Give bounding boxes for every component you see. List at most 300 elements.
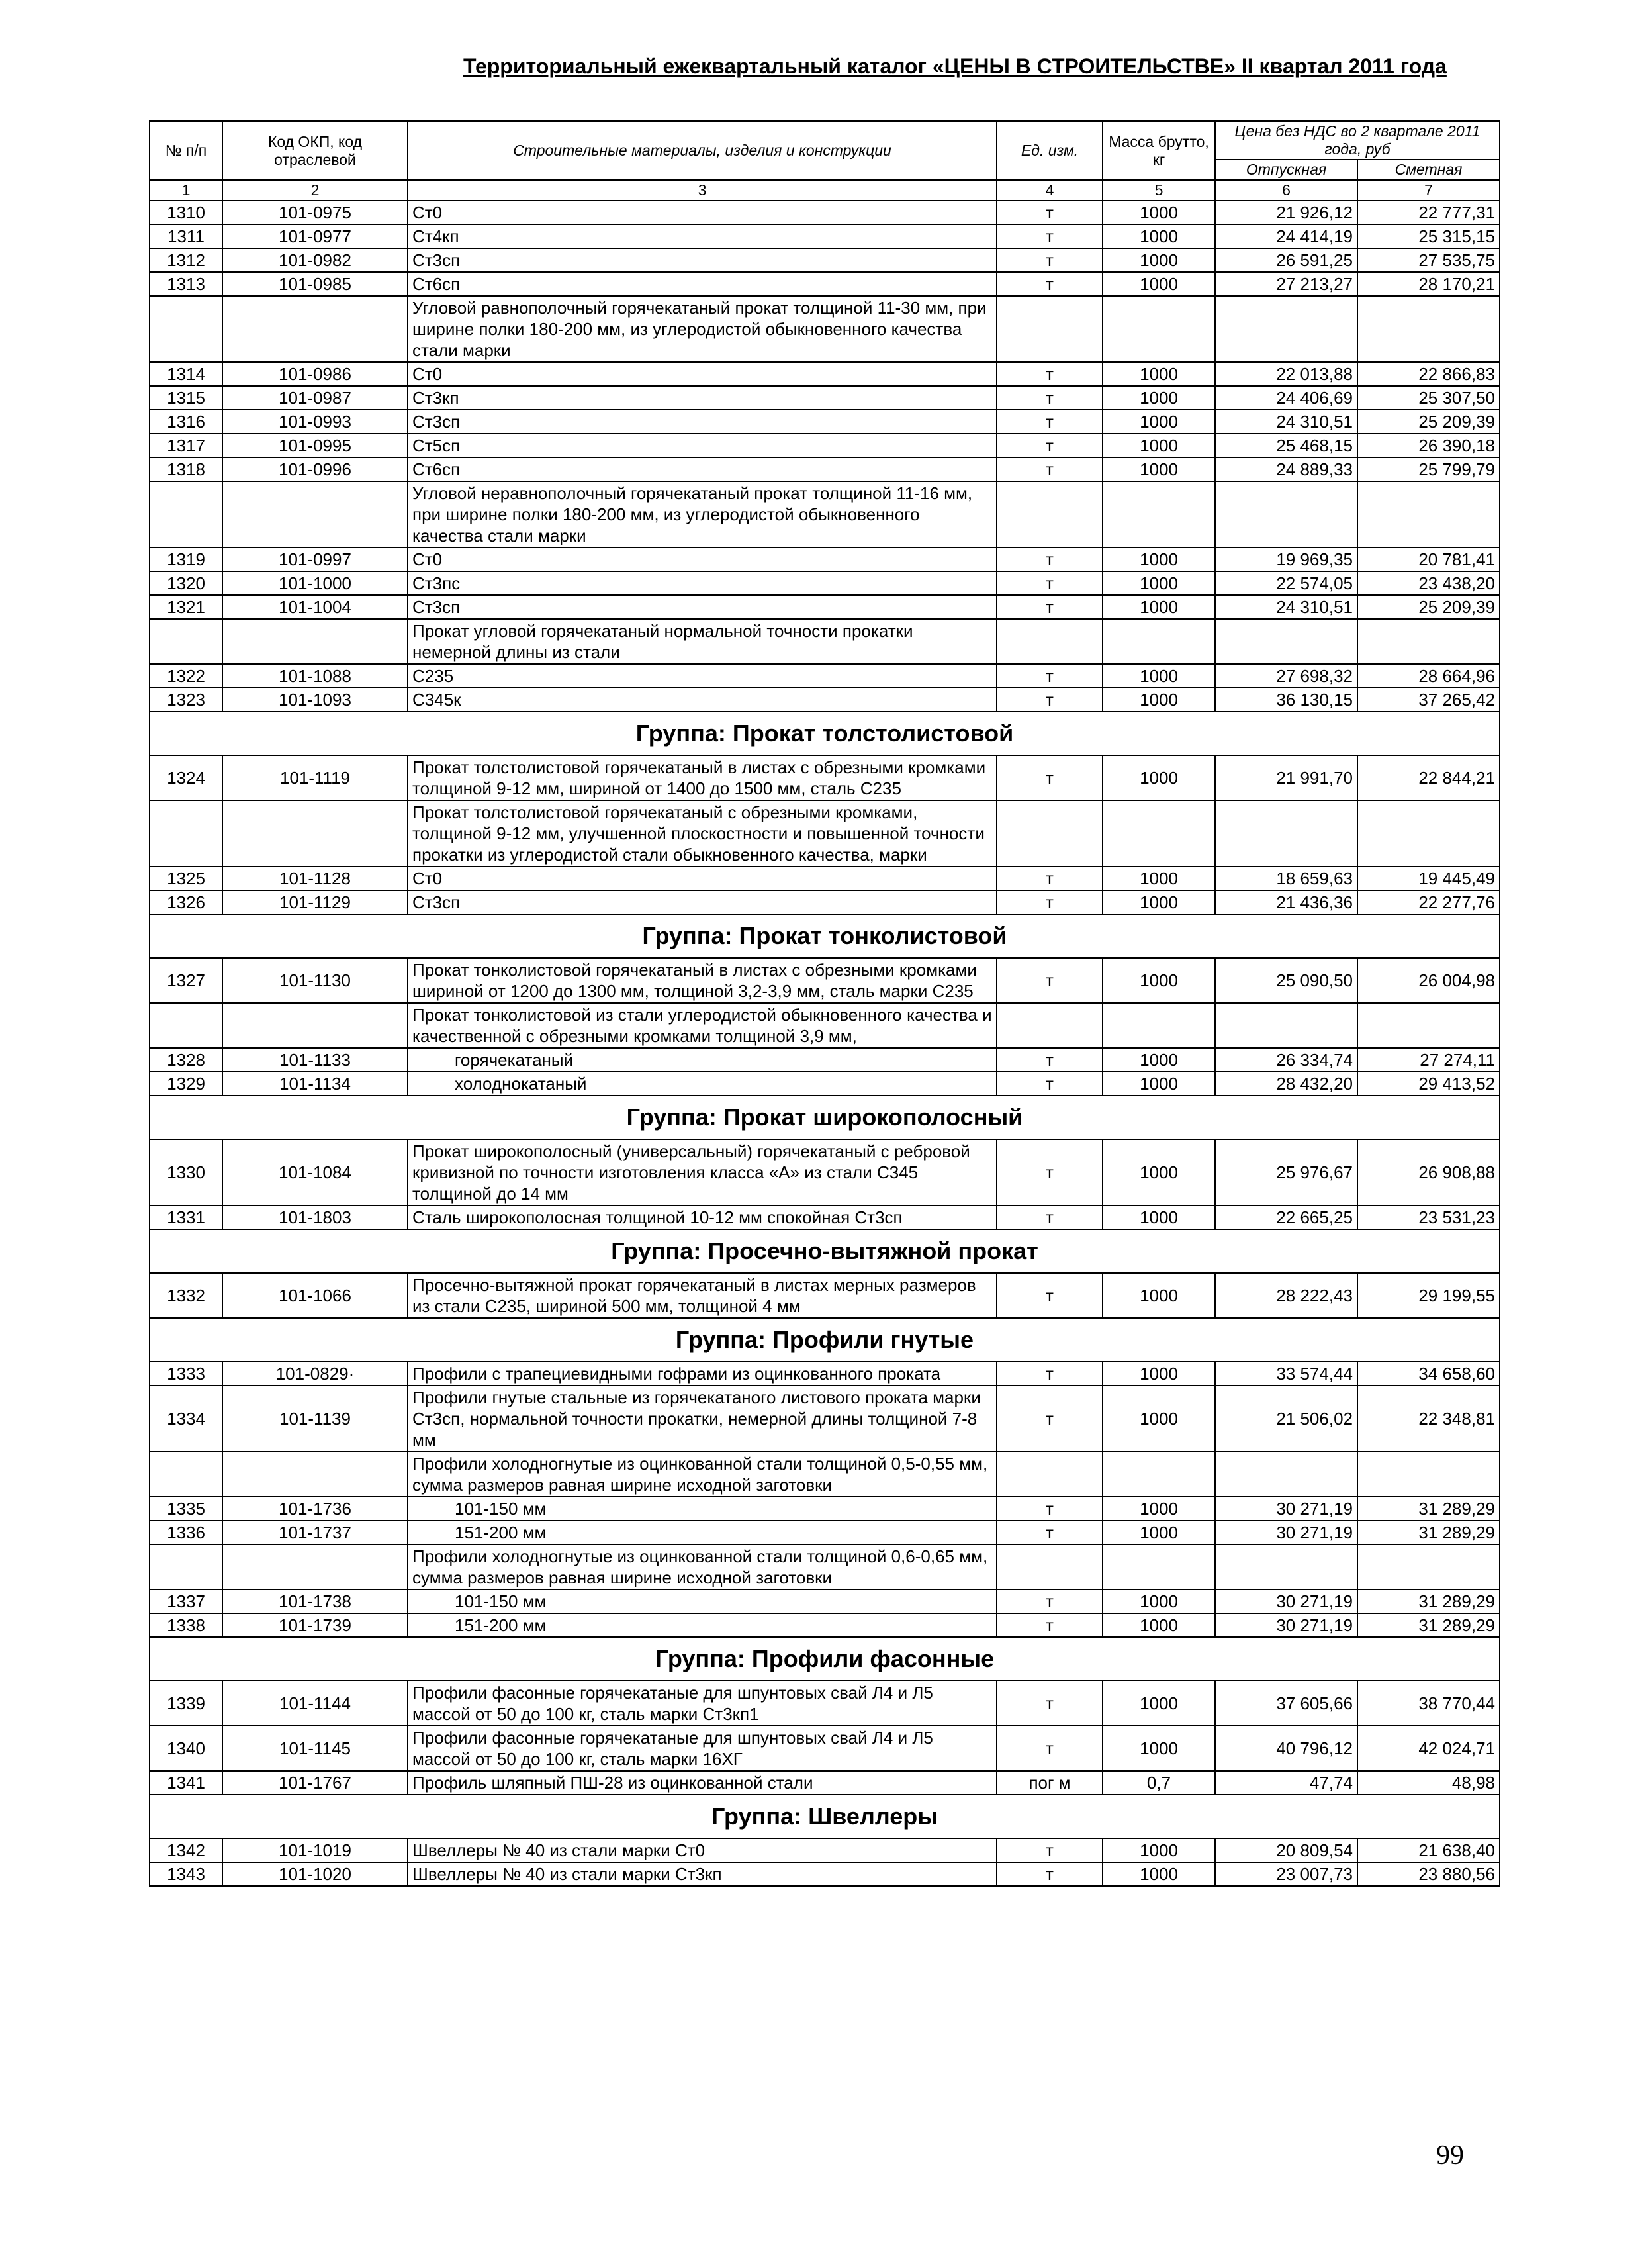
cell-unit — [997, 296, 1103, 362]
cell-name: Ст0 — [408, 867, 997, 890]
cell-unit: т — [997, 1048, 1103, 1072]
cell-price-estimate: 25 799,79 — [1357, 457, 1500, 481]
group-heading: Группа: Прокат толстолистовой — [150, 712, 1500, 755]
cell-price-release: 22 013,88 — [1215, 362, 1357, 386]
cell-num: 1335 — [150, 1497, 222, 1521]
cell-unit: т — [997, 434, 1103, 457]
cell-name: Ст0 — [408, 201, 997, 224]
cell-name: Профили с трапециевидными гофрами из оцинкованного проката — [408, 1362, 997, 1386]
cell-code: 101-1128 — [222, 867, 408, 890]
cell-num: 1340 — [150, 1726, 222, 1771]
cell-code: 101-1767 — [222, 1771, 408, 1795]
table-row — [150, 362, 1500, 386]
cell-name: горячекатаный — [408, 1048, 997, 1072]
cell-code: 101-0986 — [222, 362, 408, 386]
cell-price-estimate — [1357, 800, 1500, 867]
cell-unit: т — [997, 362, 1103, 386]
cell-price-estimate: 31 289,29 — [1357, 1521, 1500, 1544]
description-row — [150, 296, 1500, 362]
cell-price-release: 24 414,19 — [1215, 224, 1357, 248]
cell-unit: т — [997, 1386, 1103, 1452]
cell-num: 1323 — [150, 688, 222, 712]
cell-name: 101-150 мм — [408, 1497, 997, 1521]
col-header-price-group: Цена без НДС во 2 квартале 2011 года, руб — [1215, 121, 1500, 160]
table-row — [150, 1613, 1500, 1637]
cell-unit: т — [997, 1072, 1103, 1096]
cell-code: 101-0987 — [222, 386, 408, 410]
cell-name: Ст3пс — [408, 571, 997, 595]
cell-description: Профили холодногнутые из оцинкованной стали толщиной 0,5-0,55 мм, сумма размеров равная ширине исходной заготовки — [408, 1452, 997, 1497]
column-number: 1 — [150, 180, 222, 201]
table-row — [150, 1072, 1500, 1096]
cell-description: Прокат угловой горячекатаный нормальной точности прокатки немерной длины из стали — [408, 619, 997, 664]
cell-mass — [1103, 800, 1215, 867]
col-header-price-estimate: Сметная — [1357, 160, 1500, 180]
cell-mass: 1000 — [1103, 1726, 1215, 1771]
cell-name: Прокат широкополосный (универсальный) горячекатаный с ребровой кривизной по точности изготовления класса «А» из стали С345 толщиной до 14 мм — [408, 1139, 997, 1205]
cell-mass: 1000 — [1103, 1205, 1215, 1229]
cell-code: 101-0996 — [222, 457, 408, 481]
cell-code: 101-0995 — [222, 434, 408, 457]
cell-price-estimate: 25 209,39 — [1357, 595, 1500, 619]
cell-mass: 1000 — [1103, 1072, 1215, 1096]
cell-code: 101-1738 — [222, 1589, 408, 1613]
cell-mass: 1000 — [1103, 410, 1215, 434]
cell-mass: 1000 — [1103, 434, 1215, 457]
table-row — [150, 1139, 1500, 1205]
cell-name: Ст3сп — [408, 595, 997, 619]
cell-price-release: 22 574,05 — [1215, 571, 1357, 595]
table-row — [150, 1521, 1500, 1544]
cell-price-release — [1215, 481, 1357, 547]
group-heading-row — [150, 1795, 1500, 1838]
table-row — [150, 547, 1500, 571]
cell-code: 101-1139 — [222, 1386, 408, 1452]
cell-unit: т — [997, 201, 1103, 224]
cell-price-estimate — [1357, 1452, 1500, 1497]
description-row — [150, 481, 1500, 547]
cell-mass: 1000 — [1103, 1362, 1215, 1386]
cell-price-release: 25 090,50 — [1215, 958, 1357, 1003]
cell-price-estimate: 27 274,11 — [1357, 1048, 1500, 1072]
cell-mass: 1000 — [1103, 664, 1215, 688]
cell-num — [150, 800, 222, 867]
cell-unit: т — [997, 386, 1103, 410]
cell-code: 101-1066 — [222, 1273, 408, 1318]
cell-mass: 1000 — [1103, 201, 1215, 224]
cell-mass: 1000 — [1103, 1862, 1215, 1886]
cell-unit: т — [997, 1205, 1103, 1229]
group-heading: Группа: Прокат тонколистовой — [150, 914, 1500, 958]
cell-name: Швеллеры № 40 из стали марки Ст3кп — [408, 1862, 997, 1886]
col-header-code: Код ОКП, код отраслевой — [222, 121, 408, 180]
cell-code: 101-1737 — [222, 1521, 408, 1544]
table-row — [150, 958, 1500, 1003]
cell-code: 101-0985 — [222, 272, 408, 296]
cell-price-release: 47,74 — [1215, 1771, 1357, 1795]
cell-price-release: 24 889,33 — [1215, 457, 1357, 481]
cell-unit: т — [997, 1139, 1103, 1205]
group-heading-row — [150, 1637, 1500, 1681]
cell-unit: т — [997, 755, 1103, 800]
table-row — [150, 867, 1500, 890]
cell-price-release: 20 809,54 — [1215, 1838, 1357, 1862]
cell-price-release — [1215, 800, 1357, 867]
table-row — [150, 457, 1500, 481]
cell-price-release: 25 468,15 — [1215, 434, 1357, 457]
cell-unit: т — [997, 1862, 1103, 1886]
cell-mass: 1000 — [1103, 1386, 1215, 1452]
table-row — [150, 1362, 1500, 1386]
table-row — [150, 1273, 1500, 1318]
table-row — [150, 571, 1500, 595]
group-heading-row — [150, 712, 1500, 755]
cell-mass — [1103, 296, 1215, 362]
cell-name: холоднокатаный — [408, 1072, 997, 1096]
table-header — [150, 121, 1500, 201]
cell-name: 151-200 мм — [408, 1613, 997, 1637]
group-heading: Группа: Профили гнутые — [150, 1318, 1500, 1362]
table-row — [150, 1589, 1500, 1613]
cell-price-estimate: 37 265,42 — [1357, 688, 1500, 712]
cell-price-estimate — [1357, 619, 1500, 664]
cell-unit: т — [997, 1362, 1103, 1386]
table-row — [150, 1497, 1500, 1521]
cell-price-estimate: 23 880,56 — [1357, 1862, 1500, 1886]
cell-code: 101-1130 — [222, 958, 408, 1003]
cell-code: 101-1004 — [222, 595, 408, 619]
cell-code — [222, 619, 408, 664]
description-row — [150, 1452, 1500, 1497]
cell-price-estimate: 23 531,23 — [1357, 1205, 1500, 1229]
table-row — [150, 1681, 1500, 1726]
cell-price-release — [1215, 296, 1357, 362]
cell-num: 1331 — [150, 1205, 222, 1229]
table-row — [150, 248, 1500, 272]
cell-code: 101-1739 — [222, 1613, 408, 1637]
cell-price-estimate: 38 770,44 — [1357, 1681, 1500, 1726]
cell-price-release: 27 213,27 — [1215, 272, 1357, 296]
cell-mass: 1000 — [1103, 248, 1215, 272]
cell-code: 101-0977 — [222, 224, 408, 248]
cell-unit: т — [997, 1681, 1103, 1726]
cell-code — [222, 800, 408, 867]
cell-mass: 1000 — [1103, 362, 1215, 386]
cell-code — [222, 296, 408, 362]
cell-price-release — [1215, 1003, 1357, 1048]
cell-name: Ст3сп — [408, 248, 997, 272]
cell-price-release: 40 796,12 — [1215, 1726, 1357, 1771]
cell-num: 1333 — [150, 1362, 222, 1386]
cell-num: 1325 — [150, 867, 222, 890]
cell-code: 101-1144 — [222, 1681, 408, 1726]
cell-code: 101-0993 — [222, 410, 408, 434]
cell-price-estimate: 23 438,20 — [1357, 571, 1500, 595]
cell-code: 101-1145 — [222, 1726, 408, 1771]
cell-price-estimate: 22 348,81 — [1357, 1386, 1500, 1452]
cell-mass: 1000 — [1103, 1521, 1215, 1544]
cell-price-estimate: 22 777,31 — [1357, 201, 1500, 224]
table-row — [150, 688, 1500, 712]
cell-price-release: 24 310,51 — [1215, 410, 1357, 434]
cell-price-release: 18 659,63 — [1215, 867, 1357, 890]
cell-code: 101-1803 — [222, 1205, 408, 1229]
cell-name: Профили гнутые стальные из горячекатаного листового проката марки Ст3сп, нормальной точности прокатки, немерной длины толщиной 7-8 мм — [408, 1386, 997, 1452]
table-row — [150, 434, 1500, 457]
cell-mass: 1000 — [1103, 1048, 1215, 1072]
table-row — [150, 1726, 1500, 1771]
cell-price-release: 28 432,20 — [1215, 1072, 1357, 1096]
cell-price-release: 22 665,25 — [1215, 1205, 1357, 1229]
description-row — [150, 1003, 1500, 1048]
cell-price-release: 27 698,32 — [1215, 664, 1357, 688]
cell-unit — [997, 481, 1103, 547]
cell-num: 1324 — [150, 755, 222, 800]
cell-num: 1336 — [150, 1521, 222, 1544]
cell-code — [222, 1003, 408, 1048]
cell-mass: 1000 — [1103, 457, 1215, 481]
table-row — [150, 1771, 1500, 1795]
cell-unit: т — [997, 595, 1103, 619]
cell-num: 1315 — [150, 386, 222, 410]
cell-num: 1320 — [150, 571, 222, 595]
cell-num — [150, 481, 222, 547]
cell-description: Прокат тонколистовой из стали углеродистой обыкновенного качества и качественной с обрезными кромками толщиной 3,9 мм, — [408, 1003, 997, 1048]
cell-mass: 1000 — [1103, 571, 1215, 595]
group-heading-row — [150, 1229, 1500, 1273]
cell-mass: 1000 — [1103, 595, 1215, 619]
cell-code: 101-1020 — [222, 1862, 408, 1886]
cell-price-estimate — [1357, 481, 1500, 547]
cell-num — [150, 1003, 222, 1048]
cell-price-release: 21 436,36 — [1215, 890, 1357, 914]
cell-name: Профиль шляпный ПШ-28 из оцинкованной стали — [408, 1771, 997, 1795]
cell-price-release: 26 591,25 — [1215, 248, 1357, 272]
cell-price-release: 25 976,67 — [1215, 1139, 1357, 1205]
table-body — [150, 201, 1500, 1886]
cell-num: 1337 — [150, 1589, 222, 1613]
group-heading-row — [150, 1096, 1500, 1139]
group-heading: Группа: Прокат широкополосный — [150, 1096, 1500, 1139]
cell-unit: т — [997, 1497, 1103, 1521]
cell-price-estimate: 34 658,60 — [1357, 1362, 1500, 1386]
cell-name: 101-150 мм — [408, 1589, 997, 1613]
cell-price-estimate — [1357, 296, 1500, 362]
cell-code: 101-1134 — [222, 1072, 408, 1096]
cell-unit: т — [997, 1838, 1103, 1862]
cell-num: 1332 — [150, 1273, 222, 1318]
cell-num: 1341 — [150, 1771, 222, 1795]
cell-price-release — [1215, 619, 1357, 664]
cell-price-estimate: 31 289,29 — [1357, 1613, 1500, 1637]
cell-price-release: 30 271,19 — [1215, 1521, 1357, 1544]
cell-price-release: 21 506,02 — [1215, 1386, 1357, 1452]
cell-unit: т — [997, 1613, 1103, 1637]
cell-mass: 1000 — [1103, 1613, 1215, 1637]
column-number: 2 — [222, 180, 408, 201]
cell-name: Ст0 — [408, 362, 997, 386]
cell-code — [222, 1544, 408, 1589]
cell-price-estimate — [1357, 1003, 1500, 1048]
cell-price-release: 28 222,43 — [1215, 1273, 1357, 1318]
cell-unit: т — [997, 224, 1103, 248]
cell-unit — [997, 1452, 1103, 1497]
cell-code: 101-0997 — [222, 547, 408, 571]
cell-price-estimate: 28 170,21 — [1357, 272, 1500, 296]
table-row — [150, 1838, 1500, 1862]
cell-description: Угловой равнополочный горячекатаный прокат толщиной 11-30 мм, при ширине полки 180-200 мм, из углеродистой обыкновенного качества стали марки — [408, 296, 997, 362]
cell-unit — [997, 1003, 1103, 1048]
cell-mass — [1103, 1452, 1215, 1497]
cell-price-estimate: 21 638,40 — [1357, 1838, 1500, 1862]
cell-mass: 1000 — [1103, 958, 1215, 1003]
cell-mass — [1103, 1544, 1215, 1589]
table-row — [150, 224, 1500, 248]
cell-name: С345к — [408, 688, 997, 712]
cell-mass — [1103, 1003, 1215, 1048]
cell-name: Ст3сп — [408, 890, 997, 914]
cell-num — [150, 1452, 222, 1497]
cell-name: Сталь широкополосная толщиной 10-12 мм спокойная Ст3сп — [408, 1205, 997, 1229]
cell-mass — [1103, 481, 1215, 547]
cell-price-estimate: 26 908,88 — [1357, 1139, 1500, 1205]
table-row — [150, 1386, 1500, 1452]
cell-code — [222, 1452, 408, 1497]
cell-num: 1311 — [150, 224, 222, 248]
cell-unit — [997, 800, 1103, 867]
cell-price-release: 30 271,19 — [1215, 1589, 1357, 1613]
cell-price-release: 21 991,70 — [1215, 755, 1357, 800]
cell-code: 101-1019 — [222, 1838, 408, 1862]
cell-mass: 1000 — [1103, 890, 1215, 914]
cell-unit: т — [997, 867, 1103, 890]
cell-code: 101-1736 — [222, 1497, 408, 1521]
cell-num: 1316 — [150, 410, 222, 434]
cell-description: Угловой неравнополочный горячекатаный прокат толщиной 11-16 мм, при ширине полки 180-200 мм, из углеродистой обыкновенного качества стали марки — [408, 481, 997, 547]
cell-mass: 1000 — [1103, 1497, 1215, 1521]
cell-unit: т — [997, 272, 1103, 296]
column-number: 3 — [408, 180, 997, 201]
cell-code: 101-1129 — [222, 890, 408, 914]
table-row — [150, 1048, 1500, 1072]
table-row — [150, 755, 1500, 800]
cell-price-release: 21 926,12 — [1215, 201, 1357, 224]
cell-price-estimate: 20 781,41 — [1357, 547, 1500, 571]
cell-mass: 1000 — [1103, 272, 1215, 296]
cell-unit: пог м — [997, 1771, 1103, 1795]
cell-price-release: 24 406,69 — [1215, 386, 1357, 410]
cell-price-estimate: 26 390,18 — [1357, 434, 1500, 457]
col-header-num: № п/п — [150, 121, 222, 180]
cell-num — [150, 296, 222, 362]
table-row — [150, 890, 1500, 914]
cell-mass: 1000 — [1103, 386, 1215, 410]
cell-price-release: 30 271,19 — [1215, 1497, 1357, 1521]
cell-name: 151-200 мм — [408, 1521, 997, 1544]
cell-unit: т — [997, 1521, 1103, 1544]
table-row — [150, 595, 1500, 619]
cell-mass: 1000 — [1103, 1838, 1215, 1862]
cell-mass: 1000 — [1103, 1273, 1215, 1318]
cell-price-estimate: 28 664,96 — [1357, 664, 1500, 688]
cell-name: Профили фасонные горячекатаные для шпунтовых свай Л4 и Л5 массой от 50 до 100 кг, сталь марки Ст3кп1 — [408, 1681, 997, 1726]
cell-mass: 1000 — [1103, 1139, 1215, 1205]
cell-unit: т — [997, 1589, 1103, 1613]
cell-num: 1343 — [150, 1862, 222, 1886]
cell-price-estimate: 26 004,98 — [1357, 958, 1500, 1003]
group-heading: Группа: Швеллеры — [150, 1795, 1500, 1838]
cell-code: 101-0829· — [222, 1362, 408, 1386]
cell-unit: т — [997, 410, 1103, 434]
cell-num — [150, 1544, 222, 1589]
cell-code: 101-1000 — [222, 571, 408, 595]
cell-price-estimate: 42 024,71 — [1357, 1726, 1500, 1771]
cell-unit: т — [997, 688, 1103, 712]
cell-code: 101-0982 — [222, 248, 408, 272]
cell-unit: т — [997, 1726, 1103, 1771]
cell-price-estimate: 25 307,50 — [1357, 386, 1500, 410]
cell-name: Ст6сп — [408, 272, 997, 296]
cell-price-estimate: 31 289,29 — [1357, 1589, 1500, 1613]
table-row — [150, 664, 1500, 688]
column-number: 4 — [997, 180, 1103, 201]
cell-price-estimate: 19 445,49 — [1357, 867, 1500, 890]
cell-code: 101-1133 — [222, 1048, 408, 1072]
cell-mass — [1103, 619, 1215, 664]
column-number-row — [150, 180, 1500, 201]
cell-num: 1328 — [150, 1048, 222, 1072]
cell-unit: т — [997, 890, 1103, 914]
cell-num: 1321 — [150, 595, 222, 619]
table-row — [150, 1862, 1500, 1886]
cell-num: 1322 — [150, 664, 222, 688]
cell-num — [150, 619, 222, 664]
description-row — [150, 619, 1500, 664]
cell-name: Просечно-вытяжной прокат горячекатаный в листах мерных размеров из стали С235, шириной 500 мм, толщиной 4 мм — [408, 1273, 997, 1318]
cell-price-estimate: 48,98 — [1357, 1771, 1500, 1795]
table-row — [150, 272, 1500, 296]
cell-name: Ст5сп — [408, 434, 997, 457]
cell-num: 1310 — [150, 201, 222, 224]
cell-price-estimate: 29 413,52 — [1357, 1072, 1500, 1096]
col-header-unit: Ед. изм. — [997, 121, 1103, 180]
cell-price-estimate: 27 535,75 — [1357, 248, 1500, 272]
cell-unit — [997, 1544, 1103, 1589]
cell-price-release: 24 310,51 — [1215, 595, 1357, 619]
page-number: 99 — [1436, 2140, 1464, 2171]
price-table-container — [149, 120, 1499, 1887]
cell-num: 1317 — [150, 434, 222, 457]
page-header: Территориальный ежеквартальный каталог «ЦЕНЫ В СТРОИТЕЛЬСТВЕ» II квартал 2011 года — [463, 54, 1447, 78]
col-header-name: Строительные материалы, изделия и конструкции — [408, 121, 997, 180]
cell-price-estimate: 25 209,39 — [1357, 410, 1500, 434]
cell-unit: т — [997, 547, 1103, 571]
cell-mass: 1000 — [1103, 755, 1215, 800]
cell-unit: т — [997, 1273, 1103, 1318]
cell-mass: 1000 — [1103, 1681, 1215, 1726]
cell-price-release: 36 130,15 — [1215, 688, 1357, 712]
group-heading: Группа: Просечно-вытяжной прокат — [150, 1229, 1500, 1273]
cell-price-release — [1215, 1452, 1357, 1497]
cell-name: Ст0 — [408, 547, 997, 571]
cell-num: 1313 — [150, 272, 222, 296]
cell-name: Ст3сп — [408, 410, 997, 434]
cell-name: Ст6сп — [408, 457, 997, 481]
cell-num: 1334 — [150, 1386, 222, 1452]
cell-price-release: 19 969,35 — [1215, 547, 1357, 571]
cell-price-estimate: 22 844,21 — [1357, 755, 1500, 800]
cell-description: Прокат толстолистовой горячекатаный с обрезными кромками, толщиной 9-12 мм, улучшенной плоскостности и повышенной точности прокатки из углеродистой стали обыкновенного качества, марки — [408, 800, 997, 867]
